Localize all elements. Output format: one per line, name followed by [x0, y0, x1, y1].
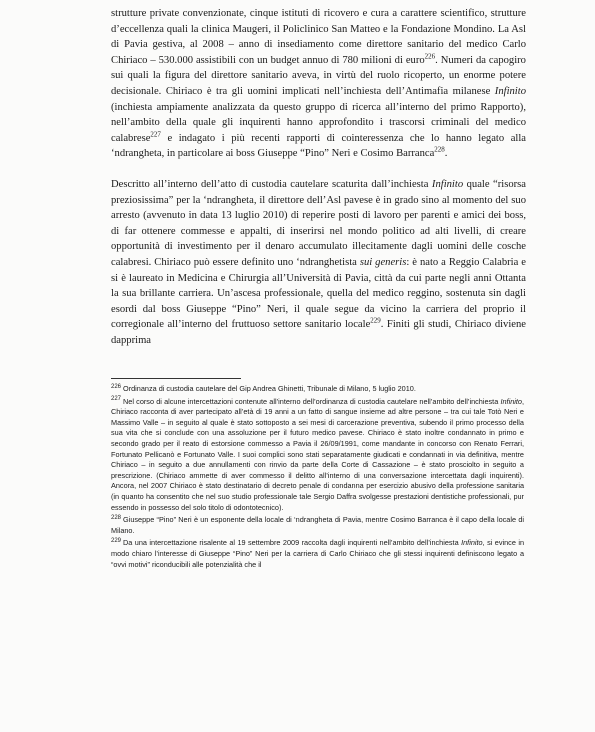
footnote-number: 226	[111, 383, 122, 390]
footnote-229	[111, 538, 524, 570]
italic-text: Infinito	[500, 396, 522, 406]
text-run: e indagato i più recenti rapporti di cointeressenza che lo hanno legato alla ‘ndrangheta, in particolare ai boss Giuseppe “Pino” Neri e Cosimo Barranca	[111, 132, 526, 160]
footnote-number: 229	[111, 537, 122, 544]
paragraph-1	[111, 6, 526, 162]
footnote-ref-229[interactable]: 229	[370, 316, 381, 325]
text-run: . Finiti gli studi, Chiriaco diviene dapprima	[111, 319, 526, 346]
italic-text: Infinito	[494, 85, 526, 97]
paragraph-2	[111, 177, 526, 349]
footnote-number: 227	[111, 396, 122, 403]
text-run: (inchiesta ampiamente analizzata da questo gruppo di ricerca all’interno del primo Rapporto), nell’ambito della quale gli inquirenti hanno approfondito i trascorsi criminali del medico calabrese	[111, 101, 526, 144]
footnote-226	[111, 384, 524, 395]
text-run: : è nato a Reggio Calabria e si è laureato in Medicina e Chirurgia all’Università di Pavia, città da cui parte negli anni Ottanta la sua brillante carriera. Un’ascesa professionale, quella del medico reggino, sostenuta sin dagli esordi dal boss Giuseppe “Pino” Neri, il quale segue da vicino la carriera del proprio il corregionale all’interno del fruttuoso settore sanitario locale	[111, 256, 526, 331]
footnote-text: , Chiriaco racconta di aver partecipato all’età di 19 anni a un fatto di sangue insieme ad altre persone – tra cui tale Totò Neri e Massimo Valle – in seguito al quale è stato sottoposto a sei mesi di carcerazione preventiva, subendo il primo processo della sua vita che si conclude con una assoluzione per il futuro medico pavese. Chiriaco è stato inoltre condannato in primo e secondo grado per il reato di estorsione commesso a Pavia il 26/09/1991, come mandante in concorso con Renato Ferrari, Fortunato Pellicanò e Fortunato Valle. I suoi complici sono stati separatamente giudicati e condannati in via definitiva, mentre Chiriaco – in seguito a due annullamenti con rinvio da parte della Corte di Cassazione – è stato prosciolto in seguito a prescrizione. (Chiriaco ammette di aver commesso il delitto all’interno di una conversazione intercettata dagli inquirenti). Ancora, nel 2007 Chiriaco è stato destinatario di decreto penale di condanna per esercizio abusivo della professione sanitaria (in quanto ha consentito che nel suo studio professionale tale Sergio Daffra svolgesse prestazioni dentistiche professionali, pur essendo in possesso del solo titolo di odontotecnico).	[111, 396, 524, 512]
footnote-ref-226[interactable]: 226	[424, 52, 436, 61]
footnote-separator	[111, 378, 241, 379]
italic-text: Infinito	[431, 178, 464, 190]
footnote-text: Nel corso di alcune intercettazioni contenute all’interno dell’ordinanza di custodia cautelare nell’ambito dell’inchiesta	[123, 396, 501, 406]
footnote-ref-227[interactable]: 227	[150, 130, 161, 139]
footnote-text: Ordinanza di custodia cautelare del Gip Andrea Ghinetti, Tribunale di Milano, 5 luglio 2010.	[123, 384, 416, 393]
footnote-text: Da una intercettazione risalente al 19 settembre 2009 raccolta dagli inquirenti nell’ambito dell’inchiesta	[123, 538, 462, 548]
italic-text: sui generis	[359, 256, 407, 268]
italic-text: Infinito	[461, 538, 483, 548]
text-run: strutture private convenzionate, cinque istituti di ricovero e cura a carattere scientifico, strutture d’eccellenza quali la clinica Maugeri, il Policlinico San Matteo e la Fondazione Mondino. La Asl di Pavia gestiva, al 2008 – anno di insediamento come direttore sanitario del medico Carlo Chiriaco – 530.000 assistibili con un budget annuo di 780 milioni di euro	[111, 8, 526, 66]
footnote-text: Giuseppe “Pino” Neri è un esponente della locale di ‘ndrangheta di Pavia, mentre Cosimo Barranca è il capo della locale di Milano.	[111, 515, 524, 535]
footnote-number: 228	[111, 514, 122, 521]
text-run: . Numeri da capogiro sui quali la figura del direttore sanitario aveva, in virtù del ruolo ricoperto, un enorme potere decisionale. Chiriaco è tra gli uomini implicati nell’inchiesta dell’Antimafia milanese	[111, 54, 526, 97]
text-run: quale “risorsa preziosissima” per la ‘ndrangheta, il direttore dell’Asl pavese è in grado sino al momento del suo arresto (avvenuto in data 13 luglio 2010) di reperire posti di lavoro per parenti e amici dei boss, di far ottenere commesse e appalti, di inserirsi nel mondo politico ad alti livelli, di creare opportunità di investimento per il denaro accumulato illecitamente dagli uomini delle cosche calabresi. Chiriaco può essere definito uno ‘ndranghetista	[111, 178, 526, 268]
body-text	[111, 6, 526, 348]
footnote-228	[111, 515, 524, 536]
footnote-ref-228[interactable]: 228	[434, 145, 445, 154]
text-run: Descritto all’interno dell’atto di custodia cautelare scaturita dall’inchiesta	[111, 178, 432, 190]
footnote-text: , si evince in modo chiaro l’interesse di Giuseppe “Pino” Neri per la carriera di Carlo Chiriaco che gli stessi inquirenti definiscono legato a “ovvi motivi” riconducibili alle potenzialità che il	[111, 538, 525, 569]
footnote-227	[111, 397, 524, 514]
text-run: .	[444, 148, 448, 160]
footnotes	[111, 384, 524, 572]
